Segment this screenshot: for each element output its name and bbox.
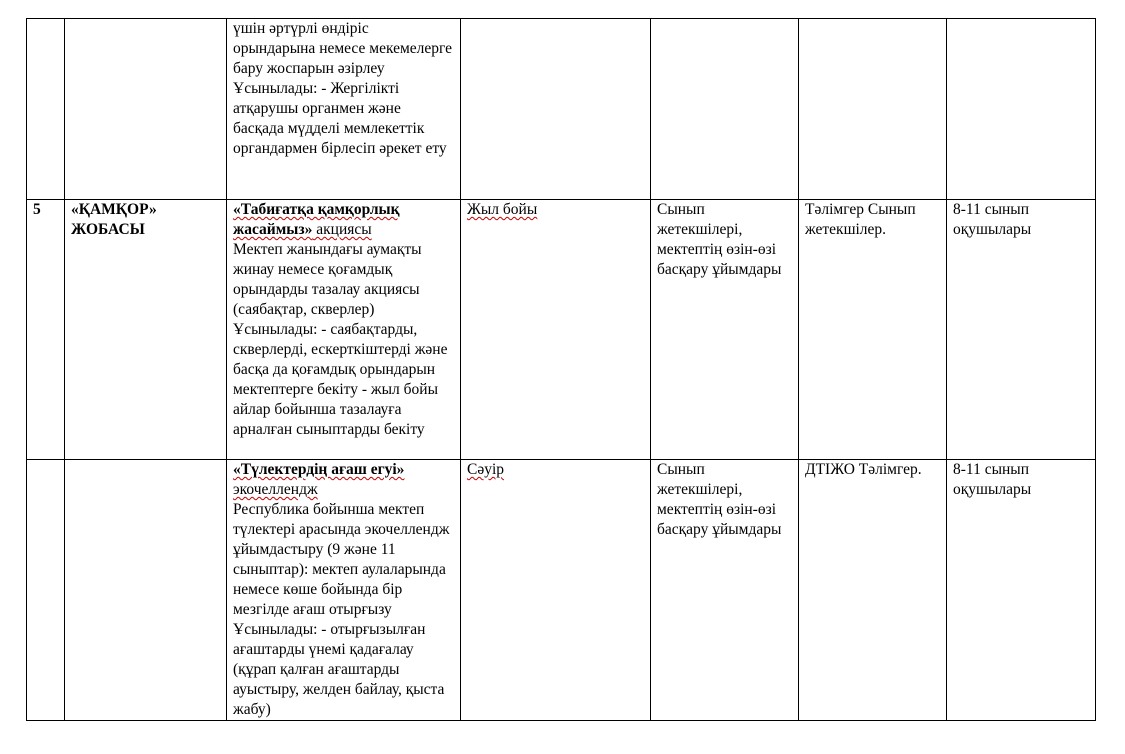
table-row	[27, 460, 1096, 721]
participants-cell	[947, 19, 1096, 200]
timing-text: Жыл бойы	[467, 201, 538, 218]
number-cell	[27, 19, 65, 200]
activity-text: үшін әртүрлі өндіріс орындарына немесе мекемелерге бару жоспарын әзірлеу Ұсынылады: - Жергілікті атқарушы органмен және басқада мүдделі мемлекеттік органдармен бірлесіп әрекет ету	[233, 20, 453, 157]
timing-text: Сәуір	[467, 461, 505, 478]
row-number: 5	[27, 200, 65, 460]
activity-text: Республика бойынша мектеп түлектері арасында экочеллендж ұйымдастыру (9 және 11 сыныптар): мектеп аулаларында немесе көше бойында бір мезгілде ағаш отырғызу Ұсынылады: - отырғызылған ағаштарды үнемі қадағалау (құрап қалған ағаштарды ауыстыру, желден байлау, қыста жабу)	[233, 501, 450, 718]
participants-text: 8-11 сынып оқушылары	[947, 460, 1096, 721]
number-cell	[27, 460, 65, 721]
timing-cell	[461, 19, 651, 200]
plan-table	[26, 18, 1096, 721]
activity-title	[233, 461, 404, 498]
executors-cell	[799, 19, 947, 200]
project-cell	[65, 460, 227, 721]
project-cell	[65, 19, 227, 200]
table-row	[27, 19, 1096, 200]
responsible-cell	[651, 19, 799, 200]
activity-cell	[227, 460, 461, 721]
activity-title	[233, 201, 400, 238]
activity-title-rest: акциясы	[312, 221, 372, 238]
project-name: «ҚАМҚОР» ЖОБАСЫ	[65, 200, 227, 460]
executors-text: ДТІЖО Тәлімгер.	[799, 460, 947, 721]
responsible-text: Сынып жетекшілері, мектептің өзін-өзі басқару ұйымдары	[651, 200, 799, 460]
timing-cell	[461, 460, 651, 721]
executors-text: Тәлімгер Сынып жетекшілер.	[799, 200, 947, 460]
activity-text: Мектеп жанындағы аумақты жинау немесе қоғамдық орындарды тазалау акциясы (саябақтар, скверлер) Ұсынылады: - саябақтарды, скверлерді, ескерткіштерді және басқа да қоғамдық орындарын мектептерге бекіту - жыл бойы айлар бойынша тазалауға арналған сыныптарды бекіту	[233, 241, 448, 438]
activity-title-bold: «Табиғатқа қамқорлық жасаймыз»	[233, 201, 400, 238]
activity-cell	[227, 19, 461, 200]
activity-title-rest: экочеллендж	[233, 481, 318, 498]
table-row	[27, 200, 1096, 460]
responsible-text: Сынып жетекшілері, мектептің өзін-өзі басқару ұйымдары	[651, 460, 799, 721]
activity-cell	[227, 200, 461, 460]
participants-text: 8-11 сынып оқушылары	[947, 200, 1096, 460]
timing-cell	[461, 200, 651, 460]
activity-title-bold: «Түлектердің ағаш егуі»	[233, 461, 405, 478]
